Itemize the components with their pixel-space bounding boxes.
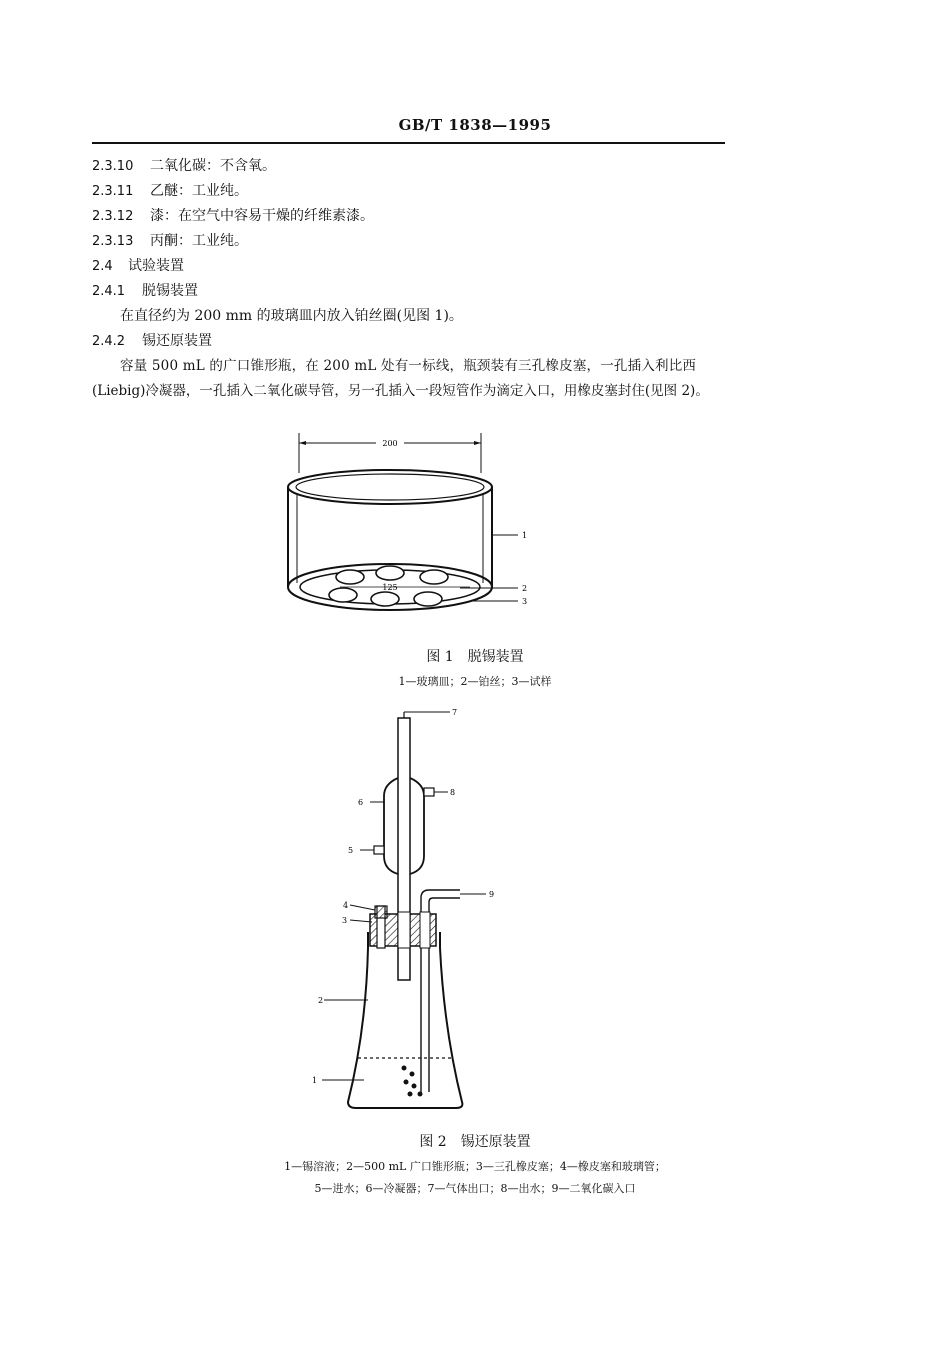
item-2-3-13 [92,231,248,252]
item-text: 二氧化碳：不含氧。 [150,158,276,174]
callout-2: 2 [522,584,528,593]
figure-2-caption: 图 2 锡还原装置 [419,1134,531,1150]
callout-7: 7 [452,708,458,717]
item-number: 2.3.11 [92,184,134,199]
item-2-3-10 [92,156,276,177]
document-header-title: GB/T 1838—1995 [398,116,552,134]
figure-2-legend-line2: 5—进水；6—冷凝器；7—气体出口；8—出水；9—二氧化碳入口 [314,1182,636,1195]
item-text: 丙酮：工业纯。 [150,233,248,249]
item-number: 2.4.2 [92,334,126,349]
callout-4: 4 [343,901,349,910]
figure-2-diagram [300,700,520,1115]
paragraph-2-4-2-line1: 容量 500 mL 的广口锥形瓶，在 200 mL 处有一标线，瓶颈装有三孔橡皮塞，一孔插入利比西 [120,358,697,374]
paragraph-2-4-2-line2: (Liebig)冷凝器，一孔插入二氧化碳导管，另一孔插入一段短管作为滴定入口，用橡皮塞封住(见图 2)。 [92,383,709,399]
item-number: 2.3.10 [92,159,134,174]
item-text: 锡还原装置 [142,333,212,349]
item-2-3-12 [92,206,374,227]
item-number: 2.4.1 [92,284,126,299]
section-2-4 [92,256,184,277]
section-number: 2.4 [92,259,113,274]
callout-3: 3 [522,597,528,606]
header-rule [92,142,725,144]
dimension-label: 200 [382,439,398,448]
callout-2: 2 [318,996,324,1005]
dim-arrow-right [474,441,481,445]
figure-1-diagram [270,425,540,625]
figure-2-legend-line1: 1—锡溶液；2—500 mL 广口锥形瓶；3—三孔橡皮塞；4—橡皮塞和玻璃管； [284,1160,666,1173]
dish-rim-outer [288,470,492,504]
section-title: 试验装置 [128,258,184,274]
paragraph-2-4-1: 在直径约为 200 mm 的玻璃皿内放入铂丝圈(见图 1)。 [120,308,463,324]
inner-dimension-label: 125 [382,583,398,592]
dish-rim-inner [296,474,484,500]
water-inlet [374,846,384,854]
callout-1: 1 [312,1076,318,1085]
callout-9: 9 [489,890,495,899]
item-2-4-1 [92,281,198,302]
item-text: 漆：在空气中容易干燥的纤维素漆。 [150,208,374,224]
item-number: 2.3.13 [92,234,134,249]
water-outlet [424,788,434,796]
item-text: 乙醚：工业纯。 [150,183,248,199]
callout-3: 3 [342,916,348,925]
dim-arrow-left [299,441,306,445]
figure-1-legend: 1—玻璃皿；2—铂丝；3—试样 [398,675,552,688]
callout-6: 6 [358,798,364,807]
item-number: 2.3.12 [92,209,134,224]
item-2-4-2 [92,331,212,352]
callout-8: 8 [450,788,456,797]
callout-5: 5 [348,846,354,855]
callout-1: 1 [522,531,528,540]
item-2-3-11 [92,181,248,202]
figure-1-caption: 图 1 脱锡装置 [426,649,524,665]
gas-bubbles [402,1066,423,1097]
item-text: 脱锡装置 [142,283,198,299]
